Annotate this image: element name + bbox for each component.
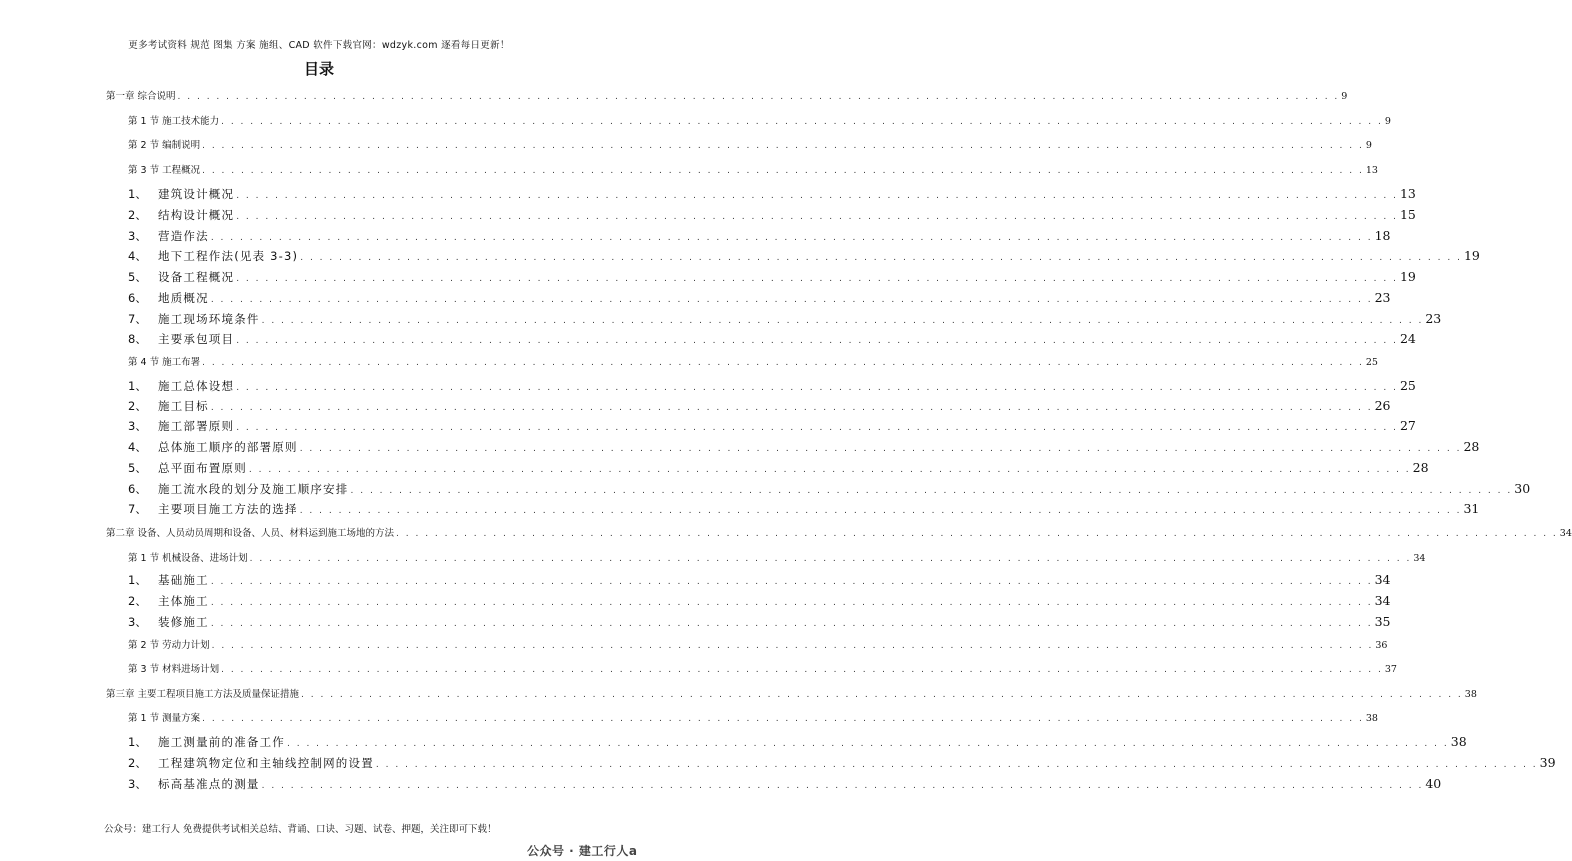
toc-page-number: 38 [1450,734,1467,749]
toc-page-number: 25 [1365,357,1378,368]
toc-item[interactable] [128,460,1429,476]
toc-section[interactable] [128,711,1378,727]
toc-entry-text: 施工现场环境条件 [158,312,260,326]
toc-page-number: 28 [1412,460,1429,475]
toc-item[interactable] [128,572,1391,588]
toc-entry-label [128,228,209,244]
toc-entry-text: 地下工程作法(见表 3-3) [158,249,299,263]
toc-leader-dots: . . . . . . . . . . . . . . . . . . . . . . . . . . . . . . . . . . . . . . . . . . . . . . . . . . . . . . . . . . . . . . . . . . . . . . . . . . . . . . . . . . . . . . . . . . . . . . . . . . . . . . . . . . . . . . . . . . . . . . . . [211,641,1374,651]
toc-section[interactable] [128,355,1378,371]
toc-entry-text: 地质概况 [158,291,209,305]
watermark: 公众号 · 建工行人a [527,844,638,858]
toc-section[interactable] [128,662,1397,678]
toc-entry-text: 工程建筑物定位和主轴线控制网的设置 [158,756,374,770]
toc-entry-label [128,481,349,497]
toc-entry-text: 施工测量前的准备工作 [158,735,285,749]
toc-entry-label: 第 1 节 测量方案 [128,713,201,724]
toc-entry-number: 4、 [128,440,147,454]
toc-entry-label [128,439,298,455]
toc-leader-dots: . . . . . . . . . . . . . . . . . . . . . . . . . . . . . . . . . . . . . . . . . . . . . . . . . . . . . . . . . . . . . . . . . . . . . . . . . . . . . . . . . . . . . . . . . . . . . . . . . . . . . . . . . . . . . . . . . . . . . . . . [236,423,1398,433]
toc-page-number: 26 [1374,398,1391,413]
toc-entry-label: 第三章 主要工程项目施工方法及质量保证措施 [106,689,300,700]
toc-entry-label [128,501,298,517]
toc-entry-number: 3、 [128,229,147,243]
toc-page-number: 31 [1463,501,1480,516]
toc-leader-dots: . . . . . . . . . . . . . . . . . . . . . . . . . . . . . . . . . . . . . . . . . . . . . . . . . . . . . . . . . . . . . . . . . . . . . . . . . . . . . . . . . . . . . . . . . . . . . . . . . . . . . . . . . . . . . . . . . . . . . . . . [375,760,1538,770]
toc-page-number: 40 [1425,776,1442,791]
toc-chapter[interactable] [106,526,1572,542]
toc-leader-dots: . . . . . . . . . . . . . . . . . . . . . . . . . . . . . . . . . . . . . . . . . . . . . . . . . . . . . . . . . . . . . . . . . . . . . . . . . . . . . . . . . . . . . . . . . . . . . . . . . . . . . . . . . . . . . . . . . . . . . . . . [249,554,1412,564]
toc-page-number: 9 [1384,116,1391,127]
toc-entry-number: 3、 [128,777,147,791]
toc-entry-label [128,776,260,792]
toc-entry-label: 第一章 综合说明 [106,91,176,102]
toc-leader-dots: . . . . . . . . . . . . . . . . . . . . . . . . . . . . . . . . . . . . . . . . . . . . . . . . . . . . . . . . . . . . . . . . . . . . . . . . . . . . . . . . . . . . . . . . . . . . . . . . . . . . . . . . . . . . . . . . . . . . . . . . [248,465,1411,475]
toc-leader-dots: . . . . . . . . . . . . . . . . . . . . . . . . . . . . . . . . . . . . . . . . . . . . . . . . . . . . . . . . . . . . . . . . . . . . . . . . . . . . . . . . . . . . . . . . . . . . . . . . . . . . . . . . . . . . . . . . . . . . . . . . [202,714,1364,724]
toc-entry-label: 第 4 节 施工布署 [128,357,201,368]
toc-entry-text: 总体施工顺序的部署原则 [158,440,298,454]
toc-leader-dots: . . . . . . . . . . . . . . . . . . . . . . . . . . . . . . . . . . . . . . . . . . . . . . . . . . . . . . . . . . . . . . . . . . . . . . . . . . . . . . . . . . . . . . . . . . . . . . . . . . . . . . . . . . . . . . . . . . . . . . . . [221,665,1383,675]
toc-item[interactable] [128,269,1416,285]
toc-entry-number: 1、 [128,187,147,201]
toc-entry-label [128,186,234,202]
toc-leader-dots: . . . . . . . . . . . . . . . . . . . . . . . . . . . . . . . . . . . . . . . . . . . . . . . . . . . . . . . . . . . . . . . . . . . . . . . . . . . . . . . . . . . . . . . . . . . . . . . . . . . . . . . . . . . . . . . . . . . . . . . . [300,253,1462,263]
toc-entry-number: 3、 [128,615,147,629]
toc-item[interactable] [128,501,1480,517]
toc-entry-text: 营造作法 [158,229,209,243]
toc-entry-number: 2、 [128,756,147,770]
toc-page-number: 36 [1375,640,1388,651]
toc-item[interactable] [128,398,1391,414]
toc-leader-dots: . . . . . . . . . . . . . . . . . . . . . . . . . . . . . . . . . . . . . . . . . . . . . . . . . . . . . . . . . . . . . . . . . . . . . . . . . . . . . . . . . . . . . . . . . . . . . . . . . . . . . . . . . . . . . . . . . . . . . . . . [210,295,1373,305]
toc-entry-label [128,378,234,394]
toc-entry-number: 5、 [128,461,147,475]
toc-entry-number: 1、 [128,735,147,749]
toc-page-number: 35 [1374,614,1391,629]
toc-page-number: 9 [1365,140,1372,151]
toc-entry-text: 总平面布置原则 [158,461,247,475]
toc-page-number: 13 [1399,186,1416,201]
toc-leader-dots: . . . . . . . . . . . . . . . . . . . . . . . . . . . . . . . . . . . . . . . . . . . . . . . . . . . . . . . . . . . . . . . . . . . . . . . . . . . . . . . . . . . . . . . . . . . . . . . . . . . . . . . . . . . . . . . . . . . . . . . . [210,598,1373,608]
toc-leader-dots: . . . . . . . . . . . . . . . . . . . . . . . . . . . . . . . . . . . . . . . . . . . . . . . . . . . . . . . . . . . . . . . . . . . . . . . . . . . . . . . . . . . . . . . . . . . . . . . . . . . . . . . . . . . . . . . . . . . . . . . . [210,233,1373,243]
toc-entry-label: 第 3 节 材料进场计划 [128,664,220,675]
toc-entry-number: 3、 [128,419,147,433]
toc-entry-number: 5、 [128,270,147,284]
toc-entry-label: 第 1 节 机械设备、进场计划 [128,553,248,564]
toc-entry-number: 1、 [128,379,147,393]
toc-entry-text: 基础施工 [158,573,209,587]
toc-leader-dots: . . . . . . . . . . . . . . . . . . . . . . . . . . . . . . . . . . . . . . . . . . . . . . . . . . . . . . . . . . . . . . . . . . . . . . . . . . . . . . . . . . . . . . . . . . . . . . . . . . . . . . . . . . . . . . . . . . . . . . . . [236,191,1398,201]
toc-section[interactable] [128,163,1378,179]
toc-entry-number: 8、 [128,332,147,346]
toc-entry-label: 第 1 节 施工技术能力 [128,116,220,127]
toc-leader-dots: . . . . . . . . . . . . . . . . . . . . . . . . . . . . . . . . . . . . . . . . . . . . . . . . . . . . . . . . . . . . . . . . . . . . . . . . . . . . . . . . . . . . . . . . . . . . . . . . . . . . . . . . . . . . . . . . . . . . . . . . [236,212,1398,222]
toc-item[interactable] [128,248,1480,264]
toc-page-number: 39 [1539,755,1556,770]
toc-leader-dots: . . . . . . . . . . . . . . . . . . . . . . . . . . . . . . . . . . . . . . . . . . . . . . . . . . . . . . . . . . . . . . . . . . . . . . . . . . . . . . . . . . . . . . . . . . . . . . . . . . . . . . . . . . . . . . . . . . . . . . . . [301,690,1463,700]
toc-entry-label [128,418,234,434]
toc-page-number: 24 [1399,331,1416,346]
toc-leader-dots: . . . . . . . . . . . . . . . . . . . . . . . . . . . . . . . . . . . . . . . . . . . . . . . . . . . . . . . . . . . . . . . . . . . . . . . . . . . . . . . . . . . . . . . . . . . . . . . . . . . . . . . . . . . . . . . . . . . . . . . . [202,358,1364,368]
toc-item[interactable] [128,290,1391,306]
toc-entry-number: 7、 [128,312,147,326]
toc-entry-number: 2、 [128,399,147,413]
toc-leader-dots: . . . . . . . . . . . . . . . . . . . . . . . . . . . . . . . . . . . . . . . . . . . . . . . . . . . . . . . . . . . . . . . . . . . . . . . . . . . . . . . . . . . . . . . . . . . . . . . . . . . . . . . . . . . . . . . . . . . . . . . . [287,739,1449,749]
toc-entry-number: 6、 [128,291,147,305]
toc-entry-text: 建筑设计概况 [158,187,235,201]
toc-entry-number: 7、 [128,502,147,516]
toc-leader-dots: . . . . . . . . . . . . . . . . . . . . . . . . . . . . . . . . . . . . . . . . . . . . . . . . . . . . . . . . . . . . . . . . . . . . . . . . . . . . . . . . . . . . . . . . . . . . . . . . . . . . . . . . . . . . . . . . . . . . . . . . [236,336,1398,346]
toc-leader-dots: . . . . . . . . . . . . . . . . . . . . . . . . . . . . . . . . . . . . . . . . . . . . . . . . . . . . . . . . . . . . . . . . . . . . . . . . . . . . . . . . . . . . . . . . . . . . . . . . . . . . . . . . . . . . . . . . . . . . . . . . [202,141,1364,151]
toc-entry-number: 1、 [128,573,147,587]
toc-leader-dots: . . . . . . . . . . . . . . . . . . . . . . . . . . . . . . . . . . . . . . . . . . . . . . . . . . . . . . . . . . . . . . . . . . . . . . . . . . . . . . . . . . . . . . . . . . . . . . . . . . . . . . . . . . . . . . . . . . . . . . . . [261,316,1424,326]
toc-page-number: 23 [1425,311,1442,326]
toc-item[interactable] [128,755,1556,771]
toc-page-number: 27 [1399,418,1416,433]
toc-chapter[interactable] [106,89,1348,105]
toc-entry-label [128,755,374,771]
toc-entry-label [128,290,209,306]
toc-entry-label: 第 2 节 编制说明 [128,140,201,151]
toc-leader-dots: . . . . . . . . . . . . . . . . . . . . . . . . . . . . . . . . . . . . . . . . . . . . . . . . . . . . . . . . . . . . . . . . . . . . . . . . . . . . . . . . . . . . . . . . . . . . . . . . . . . . . . . . . . . . . . . . . . . . . . . . [177,92,1340,102]
toc-item[interactable] [128,481,1531,497]
toc-page-number: 34 [1559,528,1572,539]
toc-entry-number: 2、 [128,208,147,222]
toc-entry-text: 装修施工 [158,615,209,629]
toc-entry-number: 2、 [128,594,147,608]
toc-entry-label [128,311,260,327]
toc-entry-label [128,614,209,630]
toc-page-number: 15 [1399,207,1416,222]
toc-page-number: 30 [1514,481,1531,496]
toc-leader-dots: . . . . . . . . . . . . . . . . . . . . . . . . . . . . . . . . . . . . . . . . . . . . . . . . . . . . . . . . . . . . . . . . . . . . . . . . . . . . . . . . . . . . . . . . . . . . . . . . . . . . . . . . . . . . . . . . . . . . . . . . [210,619,1373,629]
toc-item[interactable] [128,378,1416,394]
toc-item[interactable] [128,418,1416,434]
toc-entry-text: 施工流水段的划分及施工顺序安排 [158,482,349,496]
toc-page-number: 37 [1384,664,1397,675]
toc-page-number: 9 [1341,91,1348,102]
toc-item[interactable] [128,614,1391,630]
toc-entry-label: 第二章 设备、人员动员周期和设备、人员、材料运到施工场地的方法 [106,528,395,539]
toc-page-number: 19 [1463,248,1480,263]
toc-entry-label: 第 3 节 工程概况 [128,165,201,176]
toc-entry-label [128,269,234,285]
toc-item[interactable] [128,311,1442,327]
toc-page-number: 38 [1464,689,1477,700]
toc-entry-label [128,248,298,264]
page-title: 目录 [303,60,334,78]
toc-item[interactable] [128,776,1442,792]
toc-page-number: 19 [1399,269,1416,284]
toc-entry-text: 设备工程概况 [158,270,235,284]
toc-page-number: 28 [1463,439,1480,454]
toc-entry-label [128,207,234,223]
toc-page-number: 18 [1374,228,1391,243]
toc-section[interactable] [128,638,1388,654]
toc-leader-dots: . . . . . . . . . . . . . . . . . . . . . . . . . . . . . . . . . . . . . . . . . . . . . . . . . . . . . . . . . . . . . . . . . . . . . . . . . . . . . . . . . . . . . . . . . . . . . . . . . . . . . . . . . . . . . . . . . . . . . . . . [299,444,1462,454]
toc-entry-label [128,398,209,414]
toc-leader-dots: . . . . . . . . . . . . . . . . . . . . . . . . . . . . . . . . . . . . . . . . . . . . . . . . . . . . . . . . . . . . . . . . . . . . . . . . . . . . . . . . . . . . . . . . . . . . . . . . . . . . . . . . . . . . . . . . . . . . . . . . [261,781,1424,791]
toc-entry-number: 4、 [128,249,147,263]
toc-section[interactable] [128,114,1391,130]
toc-leader-dots: . . . . . . . . . . . . . . . . . . . . . . . . . . . . . . . . . . . . . . . . . . . . . . . . . . . . . . . . . . . . . . . . . . . . . . . . . . . . . . . . . . . . . . . . . . . . . . . . . . . . . . . . . . . . . . . . . . . . . . . . [299,506,1462,516]
toc-entry-label [128,460,247,476]
toc-entry-text: 施工目标 [158,399,209,413]
toc-entry-text: 主要承包项目 [158,332,235,346]
toc-item[interactable] [128,331,1416,347]
toc-section[interactable] [128,551,1426,567]
toc-entry-label: 第 2 节 劳动力计划 [128,640,210,651]
toc-leader-dots: . . . . . . . . . . . . . . . . . . . . . . . . . . . . . . . . . . . . . . . . . . . . . . . . . . . . . . . . . . . . . . . . . . . . . . . . . . . . . . . . . . . . . . . . . . . . . . . . . . . . . . . . . . . . . . . . . . . . . . . . [350,486,1513,496]
toc-entry-number: 6、 [128,482,147,496]
toc-leader-dots: . . . . . . . . . . . . . . . . . . . . . . . . . . . . . . . . . . . . . . . . . . . . . . . . . . . . . . . . . . . . . . . . . . . . . . . . . . . . . . . . . . . . . . . . . . . . . . . . . . . . . . . . . . . . . . . . . . . . . . . . [221,117,1383,127]
toc-entry-text: 主体施工 [158,594,209,608]
page-footer: 公众号：建工行人 免费提供考试相关总结、背诵、口诀、习题、试卷、押题，关注即可下载！ [104,824,497,835]
toc-item[interactable] [128,593,1391,609]
toc-item[interactable] [128,207,1416,223]
toc-leader-dots: . . . . . . . . . . . . . . . . . . . . . . . . . . . . . . . . . . . . . . . . . . . . . . . . . . . . . . . . . . . . . . . . . . . . . . . . . . . . . . . . . . . . . . . . . . . . . . . . . . . . . . . . . . . . . . . . . . . . . . . . [236,274,1398,284]
toc-entry-label [128,331,234,347]
toc-entry-text: 结构设计概况 [158,208,235,222]
toc-item[interactable] [128,186,1416,202]
toc-leader-dots: . . . . . . . . . . . . . . . . . . . . . . . . . . . . . . . . . . . . . . . . . . . . . . . . . . . . . . . . . . . . . . . . . . . . . . . . . . . . . . . . . . . . . . . . . . . . . . . . . . . . . . . . . . . . . . . . . . . . . . . . [210,577,1373,587]
toc-leader-dots: . . . . . . . . . . . . . . . . . . . . . . . . . . . . . . . . . . . . . . . . . . . . . . . . . . . . . . . . . . . . . . . . . . . . . . . . . . . . . . . . . . . . . . . . . . . . . . . . . . . . . . . . . . . . . . . . . . . . . . . . [202,166,1364,176]
toc-leader-dots: . . . . . . . . . . . . . . . . . . . . . . . . . . . . . . . . . . . . . . . . . . . . . . . . . . . . . . . . . . . . . . . . . . . . . . . . . . . . . . . . . . . . . . . . . . . . . . . . . . . . . . . . . . . . . . . . . . . . . . . . [210,403,1373,413]
toc-leader-dots: . . . . . . . . . . . . . . . . . . . . . . . . . . . . . . . . . . . . . . . . . . . . . . . . . . . . . . . . . . . . . . . . . . . . . . . . . . . . . . . . . . . . . . . . . . . . . . . . . . . . . . . . . . . . . . . . . . . . . . . . [396,529,1558,539]
toc-entry-text: 施工部署原则 [158,419,235,433]
toc-chapter[interactable] [106,687,1477,703]
toc-page-number: 23 [1374,290,1391,305]
toc-page-number: 34 [1374,572,1391,587]
page-header: 更多考试资料 规范 图集 方案 施组、CAD 软件下载官网：wdzyk.com 逐看每日更新！ [128,40,510,51]
toc-page-number: 34 [1413,553,1426,564]
toc-page-number: 25 [1399,378,1416,393]
toc-entry-label [128,734,285,750]
toc-item[interactable] [128,439,1480,455]
toc-entry-label [128,572,209,588]
toc-page-number: 38 [1365,713,1378,724]
toc-item[interactable] [128,228,1391,244]
toc-leader-dots: . . . . . . . . . . . . . . . . . . . . . . . . . . . . . . . . . . . . . . . . . . . . . . . . . . . . . . . . . . . . . . . . . . . . . . . . . . . . . . . . . . . . . . . . . . . . . . . . . . . . . . . . . . . . . . . . . . . . . . . . [236,383,1398,393]
toc-page-number: 13 [1365,165,1378,176]
toc-entry-text: 主要项目施工方法的选择 [158,502,298,516]
toc-section[interactable] [128,138,1372,154]
toc-entry-label [128,593,209,609]
toc-page-number: 34 [1374,593,1391,608]
toc-entry-text: 施工总体设想 [158,379,235,393]
toc-item[interactable] [128,734,1467,750]
toc-entry-text: 标高基准点的测量 [158,777,260,791]
